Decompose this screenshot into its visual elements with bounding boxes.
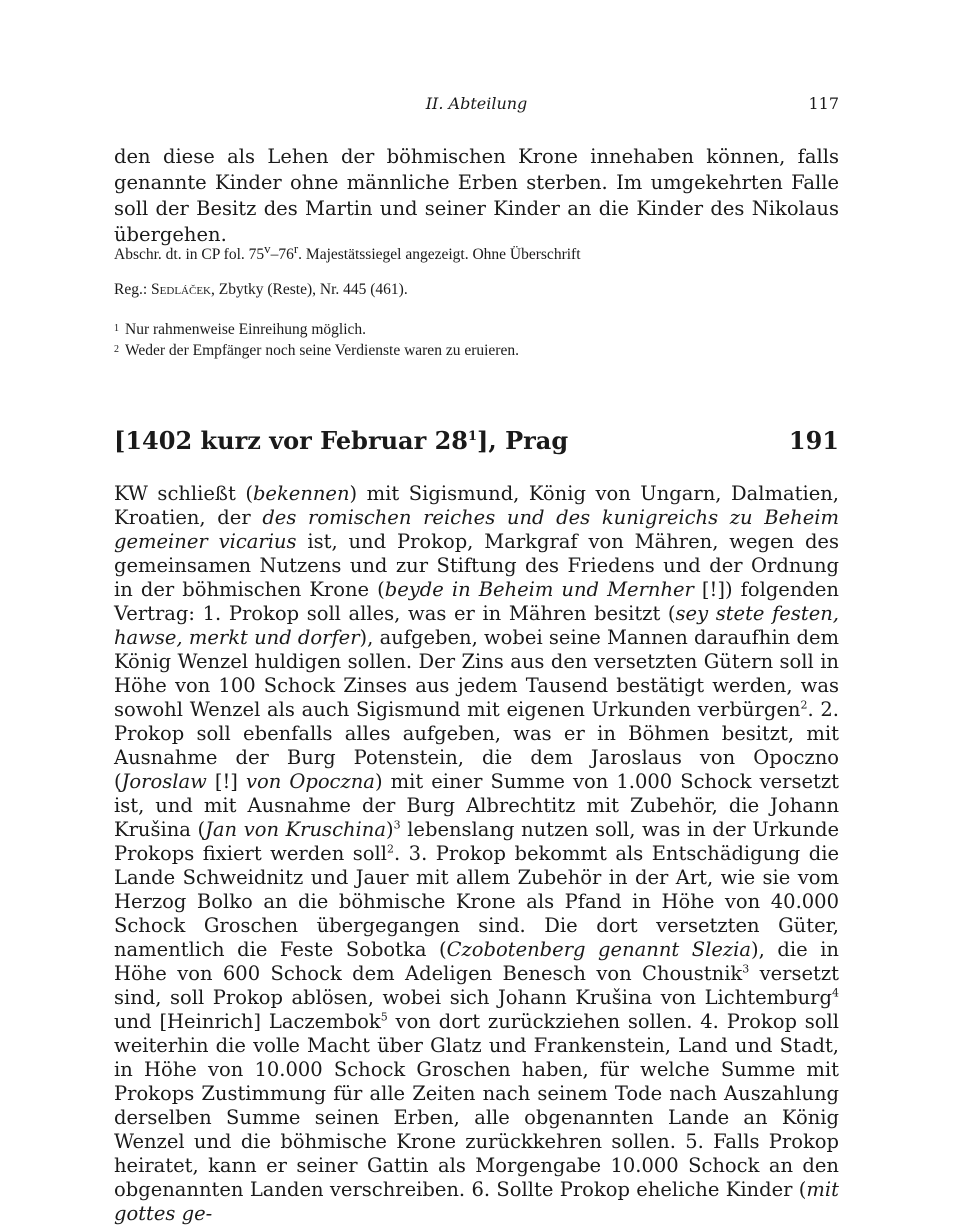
author-name: Sedláček [151, 281, 211, 298]
footnote: $^2$ Weder der Empfänger noch seine Verdienste waren zu eruieren. [114, 342, 519, 359]
source-note: Abschr. dt. in CP fol. 75$^v$–76$^r$. Majestätssiegel angezeigt. Ohne Überschrift [114, 241, 581, 264]
document-heading [114, 426, 839, 462]
page-number: 117 [808, 94, 839, 113]
footnote: $^1$ Nur rahmenweise Einreihung möglich. [114, 321, 367, 338]
intro-paragraph: den diese als Lehen der böhmischen Krone innehaben können, falls genannte Kinder ohne männliche Erben sterben. Im umgekehrten Falle soll der Besitz des Martin und seiner Kinder an die Kinder des Nikolaus übergehen. [114, 145, 839, 246]
document-page [114, 0, 839, 1225]
regest-text: KW schließt (bekennen) mit Sigismund, König von Ungarn, Dalmatien, Kroatien, der des romischen reiches und des kunigreichs zu Beheim gemeiner vicarius ist, und Prokop, Markgraf von Mähren, wegen des gemeinsamen Nutzens und zur Stiftung des Friedens und der Ordnung in der böhmischen Krone (beyde in Beheim und Mernher [!]) folgenden Vertrag: 1. Prokop soll alles, was er in Mähren besitzt (sey stete festen, hawse, merkt und dorfer), aufgeben, wobei seine Mannen daraufhin dem König Wenzel huldigen sollen. Der Zins aus den versetzten Gütern soll in Höhe von 100 Schock Zinses aus jedem Tausend bestätigt werden, was sowohl Wenzel als auch Sigismund mit eigenen Urkunden verbürgen$^2$. 2. Prokop soll ebenfalls alles aufgeben, was er in Böhmen besitzt, mit Ausnahme der Burg Potenstein, die dem Jaroslaus von Opoczno (Joroslaw [!] von Opoczna) mit einer Summe von 1.000 Schock versetzt ist, und mit Ausnahme der Burg Albrechtitz mit Zubehör, die Johann Krušina (Jan von Kruschina)$^3$ lebenslang nutzen soll, was in der Urkunde Prokops fixiert werden soll$^2$. 3. Prokop bekommt als Entschädigung die Lande Schweidnitz und Jauer mit allem Zubehör in der Art, wie sie vom Herzog Bolko an die böhmische Krone als Pfand in Höhe von 40.000 Schock Groschen übergegangen sind. Die dort versetzten Güter, namentlich die Feste Sobotka (Czobotenberg genannt Slezia), die in Höhe von 600 Schock dem Adeligen Benesch von Choustnik$^3$ versetzt sind, soll Prokop ablösen, wobei sich Johann Krušina von Lichtemburg$^4$ und [Heinrich] Laczembok$^5$ von dort zurückziehen sollen. 4. Prokop soll weiterhin die volle Macht über Glatz und Frankenstein, Land und Stadt, in Höhe von 10.000 Schock Groschen haben, für welche Summe mit Prokops Zustimmung für alle Zeiten nach seinem Tode nach Auszahlung derselben Summe seinen Erben, alle obgenannten Lande an König Wenzel und die böhmische Krone zurückkehren sollen. 5. Falls Prokop heiratet, kann er seiner Gattin als Morgengabe 10.000 Schock an den obgenannten Landen verschreiben. 6. Sollte Prokop eheliche Kinder (mit gottes ge- [114, 482, 839, 1225]
document-date-place: [1402 kurz vor Februar $28^1$], Prag [114, 426, 569, 455]
section-title: II. Abteilung [425, 94, 528, 113]
document-number: 191 [788, 426, 839, 455]
running-header [114, 94, 839, 118]
register-note: Reg.: Sedláček, Zbytky (Reste), Nr. 445 (461). [114, 281, 408, 298]
